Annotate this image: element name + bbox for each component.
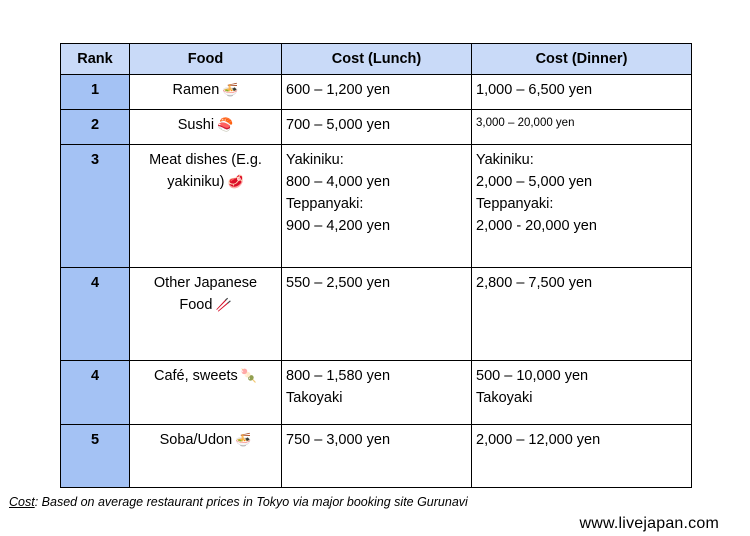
lunch-cost-cell [282, 268, 472, 361]
dinner-cost: 2,000 – 12,000 yen [476, 432, 601, 448]
table-row [61, 75, 692, 110]
food-cell [130, 425, 282, 488]
rank-cell: 3 [61, 145, 130, 268]
dinner-cost-teppanyaki: 2,000 - 20,000 yen [476, 218, 597, 234]
dinner-cost-yakiniku: 2,000 – 5,000 yen [476, 174, 593, 190]
lunch-cost: 700 – 5,000 yen [286, 117, 391, 133]
dinner-cost-cell [472, 425, 692, 488]
table-row [61, 425, 692, 488]
noodle-bowl-icon: 🍜 [235, 433, 252, 448]
lunch-cost-teppanyaki: 900 – 4,200 yen [286, 218, 391, 234]
rank-cell: 5 [61, 425, 130, 488]
lunch-cost: 750 – 3,000 yen [286, 432, 391, 448]
dinner-cost: 2,800 – 7,500 yen [476, 275, 593, 291]
lunch-cost: 550 – 2,500 yen [286, 275, 391, 291]
footnote [9, 495, 468, 509]
rank-cell: 1 [61, 75, 130, 110]
header-cost-lunch: Cost (Lunch) [282, 44, 472, 75]
rank-cell: 2 [61, 110, 130, 145]
site-watermark: www.livejapan.com [579, 515, 719, 532]
lunch-note: Takoyaki [286, 390, 343, 406]
food-name: Sushi [177, 117, 215, 133]
footnote-text: : Based on average restaurant prices in Tokyo via major booking site Gurunavi [34, 495, 468, 509]
meat-icon: 🥩 [227, 175, 244, 190]
lunch-cost: 800 – 1,580 yen [286, 368, 391, 384]
table-row [61, 361, 692, 425]
rank-cell: 4 [61, 361, 130, 425]
food-cell [130, 361, 282, 425]
lunch-label-teppanyaki: Teppanyaki: [286, 196, 364, 212]
lunch-cost-cell [282, 110, 472, 145]
restaurant-price-table [60, 43, 692, 488]
lunch-cost-cell [282, 75, 472, 110]
table-row [61, 268, 692, 361]
dinner-cost-cell [472, 145, 692, 268]
chopsticks-icon: 🥢 [215, 298, 232, 313]
food-cell [130, 110, 282, 145]
dango-icon: 🍡 [240, 369, 257, 384]
food-name-text: Food [179, 297, 213, 313]
dinner-label-teppanyaki: Teppanyaki: [476, 196, 554, 212]
dinner-cost-cell [472, 110, 692, 145]
lunch-label-yakiniku: Yakiniku: [286, 152, 344, 168]
food-name-text: yakiniku) [167, 174, 225, 190]
food-name: Café, sweets [153, 368, 238, 384]
footnote-label: Cost [9, 495, 35, 509]
header-cost-dinner: Cost (Dinner) [472, 44, 692, 75]
food-name-line-2 [134, 171, 277, 194]
food-name: Ramen [172, 82, 220, 98]
dinner-label-yakiniku: Yakiniku: [476, 152, 534, 168]
food-cell [130, 145, 282, 268]
dinner-cost-cell [472, 75, 692, 110]
header-food: Food [130, 44, 282, 75]
dinner-cost: 3,000 – 20,000 yen [476, 117, 575, 129]
food-name-line-1: Other Japanese [153, 275, 258, 291]
dinner-cost: 1,000 – 6,500 yen [476, 82, 593, 98]
food-name-line-2 [134, 294, 277, 317]
food-cell [130, 75, 282, 110]
table-header-row [61, 44, 692, 75]
table-row [61, 110, 692, 145]
dinner-note: Takoyaki [476, 390, 533, 406]
table-row [61, 145, 692, 268]
ramen-bowl-icon: 🍜 [222, 83, 239, 98]
header-rank: Rank [61, 44, 130, 75]
lunch-cost-cell [282, 361, 472, 425]
food-name: Soba/Udon [159, 432, 233, 448]
lunch-cost: 600 – 1,200 yen [286, 82, 391, 98]
rank-cell: 4 [61, 268, 130, 361]
dinner-cost: 500 – 10,000 yen [476, 368, 589, 384]
food-name-line-1: Meat dishes (E.g. [149, 152, 262, 168]
sushi-icon: 🍣 [217, 118, 234, 133]
food-cell [130, 268, 282, 361]
lunch-cost-cell [282, 145, 472, 268]
dinner-cost-cell [472, 268, 692, 361]
lunch-cost-cell [282, 425, 472, 488]
lunch-cost-yakiniku: 800 – 4,000 yen [286, 174, 391, 190]
dinner-cost-cell [472, 361, 692, 425]
